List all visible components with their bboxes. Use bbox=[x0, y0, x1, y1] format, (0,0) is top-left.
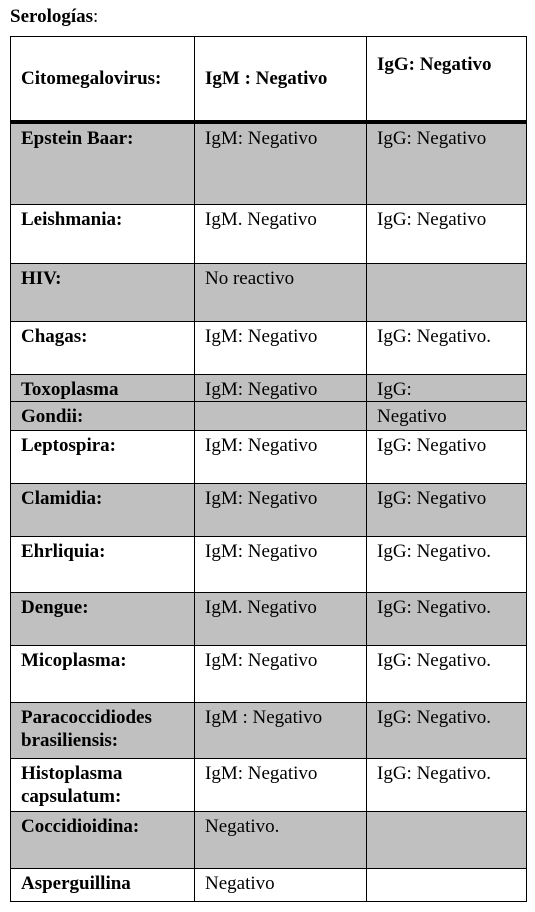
cell-test-name: Leishmania: bbox=[11, 204, 195, 263]
cell-igg-result bbox=[367, 264, 527, 321]
cell-igg-result: IgG: Negativo. bbox=[367, 645, 527, 702]
cell-igm-result: Negativo bbox=[195, 869, 367, 902]
table-row bbox=[11, 537, 527, 592]
cell-igm-result: No reactivo bbox=[195, 264, 367, 321]
cell-test-name: Gondii: bbox=[11, 402, 195, 431]
cell-igg-result: IgG: bbox=[367, 374, 527, 402]
cell-test-name: Micoplasma: bbox=[11, 645, 195, 702]
heading-label: Serologías bbox=[10, 6, 94, 27]
cell-test-name: Histoplasma capsulatum: bbox=[11, 758, 195, 811]
header-cell-igg: IgG: Negativo bbox=[367, 37, 527, 123]
cell-igm-result: IgM: Negativo bbox=[195, 484, 367, 537]
table-row bbox=[11, 431, 527, 484]
table-row bbox=[11, 264, 527, 321]
table-row bbox=[11, 402, 527, 431]
cell-igm-result: IgM : Negativo bbox=[195, 703, 367, 758]
table-row bbox=[11, 122, 527, 204]
cell-igm-result: Negativo. bbox=[195, 811, 367, 868]
table-row bbox=[11, 374, 527, 402]
cell-igm-result: IgM. Negativo bbox=[195, 204, 367, 263]
cell-test-name: Dengue: bbox=[11, 592, 195, 645]
table-row bbox=[11, 869, 527, 902]
cell-igg-result: IgG: Negativo. bbox=[367, 758, 527, 811]
cell-test-name: Epstein Baar: bbox=[11, 122, 195, 204]
cell-igg-result: IgG: Negativo. bbox=[367, 703, 527, 758]
table-row bbox=[11, 811, 527, 868]
cell-igg-result: IgG: Negativo bbox=[367, 122, 527, 204]
cell-igm-result: IgM: Negativo bbox=[195, 321, 367, 374]
heading-colon: : bbox=[93, 6, 99, 27]
cell-test-name: HIV: bbox=[11, 264, 195, 321]
table-row bbox=[11, 592, 527, 645]
cell-igm-result: IgM. Negativo bbox=[195, 592, 367, 645]
table-row bbox=[11, 204, 527, 263]
serology-table bbox=[10, 36, 527, 902]
table-row bbox=[11, 758, 527, 811]
cell-igg-result: IgG: Negativo. bbox=[367, 537, 527, 592]
section-heading bbox=[10, 5, 98, 29]
table-row bbox=[11, 484, 527, 537]
cell-test-name: Coccidioidina: bbox=[11, 811, 195, 868]
cell-test-name: Clamidia: bbox=[11, 484, 195, 537]
table-row bbox=[11, 321, 527, 374]
cell-igm-result: IgM: Negativo bbox=[195, 431, 367, 484]
table-row bbox=[11, 703, 527, 758]
table-header-row bbox=[11, 37, 527, 123]
table-row bbox=[11, 645, 527, 702]
cell-igg-result: IgG: Negativo. bbox=[367, 592, 527, 645]
cell-igg-result bbox=[367, 811, 527, 868]
cell-igg-result: Negativo bbox=[367, 402, 527, 431]
cell-igg-result: IgG: Negativo bbox=[367, 431, 527, 484]
header-cell-test: Citomegalovirus: bbox=[11, 37, 195, 123]
cell-igm-result: IgM: Negativo bbox=[195, 537, 367, 592]
cell-igm-result: IgM: Negativo bbox=[195, 122, 367, 204]
cell-igg-result: IgG: Negativo. bbox=[367, 321, 527, 374]
cell-igm-result: IgM: Negativo bbox=[195, 374, 367, 402]
cell-igg-result bbox=[367, 869, 527, 902]
cell-test-name: Chagas: bbox=[11, 321, 195, 374]
cell-test-name: Paracoccidiodes brasiliensis: bbox=[11, 703, 195, 758]
cell-igm-result: IgM: Negativo bbox=[195, 645, 367, 702]
cell-test-name: Leptospira: bbox=[11, 431, 195, 484]
cell-test-name: Ehrliquia: bbox=[11, 537, 195, 592]
cell-igm-result: IgM: Negativo bbox=[195, 758, 367, 811]
header-cell-igm: IgM : Negativo bbox=[195, 37, 367, 123]
cell-test-name: Asperguillina bbox=[11, 869, 195, 902]
cell-igm-result bbox=[195, 402, 367, 431]
cell-igg-result: IgG: Negativo bbox=[367, 484, 527, 537]
cell-igg-result: IgG: Negativo bbox=[367, 204, 527, 263]
cell-test-name: Toxoplasma bbox=[11, 374, 195, 402]
